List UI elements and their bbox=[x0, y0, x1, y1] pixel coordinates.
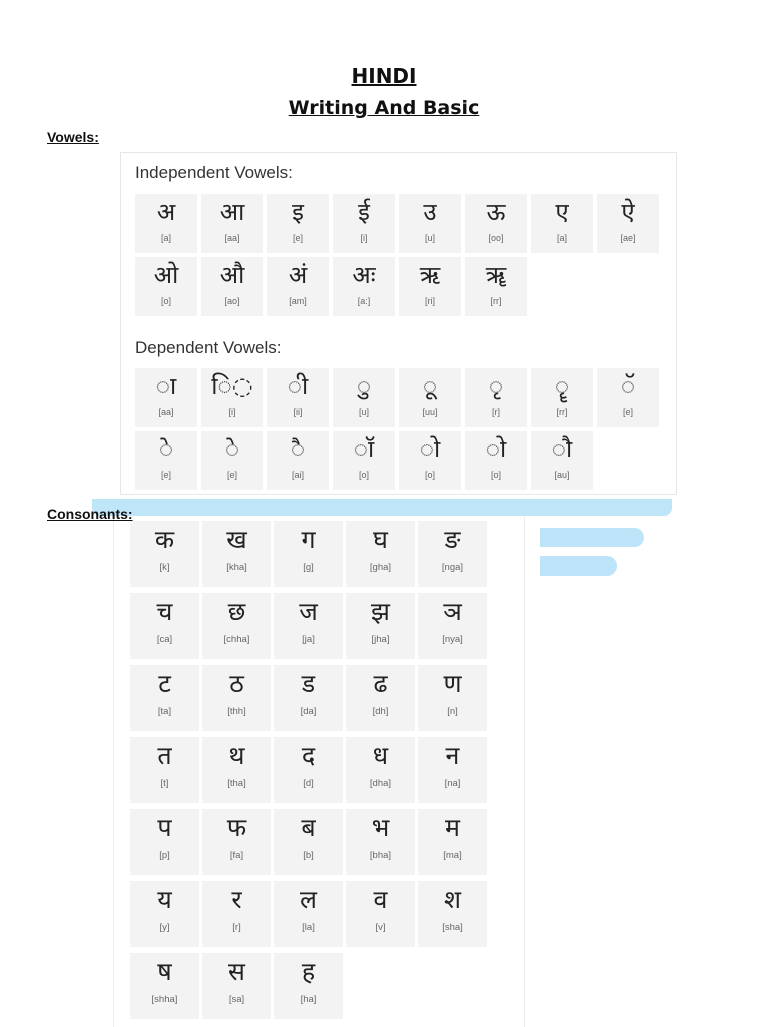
letter-glyph: ◌ॄ bbox=[554, 372, 570, 400]
transliteration: [dh] bbox=[372, 706, 389, 717]
transliteration: [u] bbox=[358, 407, 369, 417]
transliteration: [o] bbox=[358, 470, 369, 480]
letter-glyph: अ bbox=[156, 198, 176, 226]
transliteration: [e] bbox=[160, 470, 171, 480]
letter-glyph: ष bbox=[157, 957, 172, 986]
consonant-cell bbox=[274, 737, 343, 803]
letter-glyph: त bbox=[157, 741, 172, 770]
consonant-cell bbox=[202, 593, 271, 659]
consonants-section-label: Consonants: bbox=[47, 506, 133, 522]
transliteration: [na] bbox=[444, 778, 461, 789]
consonant-cell bbox=[418, 665, 487, 731]
letter-glyph: ◌े bbox=[224, 435, 240, 463]
letter-glyph: व bbox=[373, 885, 388, 914]
letter-glyph: ◌ा bbox=[155, 372, 177, 400]
transliteration: [la] bbox=[302, 922, 315, 933]
transliteration: [thh] bbox=[227, 706, 246, 717]
transliteration: [chha] bbox=[223, 634, 250, 645]
independent-vowel-cell bbox=[135, 194, 197, 253]
consonant-cell bbox=[418, 737, 487, 803]
dependent-vowel-cell bbox=[135, 368, 197, 427]
transliteration: [o] bbox=[160, 296, 171, 306]
letter-glyph: ऋ bbox=[419, 261, 441, 289]
dependent-vowel-cell bbox=[465, 368, 527, 427]
consonant-cell bbox=[202, 953, 271, 1019]
letter-glyph: घ bbox=[373, 525, 388, 554]
transliteration: [y] bbox=[159, 922, 170, 933]
letter-glyph: य bbox=[157, 885, 172, 914]
consonant-cell bbox=[274, 881, 343, 947]
consonant-cell bbox=[274, 521, 343, 587]
letter-glyph: आ bbox=[219, 198, 245, 226]
consonant-cell bbox=[346, 521, 415, 587]
letter-glyph: च bbox=[156, 597, 173, 626]
transliteration: [bha] bbox=[369, 850, 392, 861]
letter-glyph: उ bbox=[423, 198, 437, 226]
consonant-cell bbox=[130, 665, 199, 731]
dependent-vowels-heading: Dependent Vowels: bbox=[135, 338, 282, 357]
consonant-cell bbox=[130, 593, 199, 659]
transliteration: [da] bbox=[300, 706, 317, 717]
letter-glyph: ध bbox=[372, 741, 389, 770]
consonant-cell bbox=[418, 521, 487, 587]
letter-glyph: र bbox=[231, 885, 242, 914]
page-subtitle: Writing And Basic bbox=[288, 97, 480, 119]
transliteration: [a] bbox=[556, 233, 567, 243]
consonant-cell bbox=[202, 881, 271, 947]
independent-vowels-grid bbox=[135, 194, 659, 316]
watermark-bar bbox=[540, 528, 644, 547]
consonant-cell bbox=[274, 593, 343, 659]
letter-glyph: ढ bbox=[373, 669, 388, 698]
transliteration: [gha] bbox=[369, 562, 392, 573]
dependent-vowel-cell bbox=[465, 431, 527, 490]
dependent-vowel-cell bbox=[333, 368, 395, 427]
dependent-vowel-cell bbox=[531, 431, 593, 490]
letter-glyph: ख bbox=[226, 525, 247, 554]
independent-vowel-cell bbox=[135, 257, 197, 316]
transliteration: [p] bbox=[159, 850, 170, 861]
letter-glyph: ऊ bbox=[486, 198, 506, 226]
letter-glyph: ◌ु bbox=[356, 372, 372, 400]
transliteration: [d] bbox=[303, 778, 314, 789]
letter-glyph: ऐ bbox=[621, 198, 635, 226]
letter-glyph: ब bbox=[301, 813, 316, 842]
transliteration: [jha] bbox=[371, 634, 390, 645]
transliteration: [ca] bbox=[156, 634, 173, 645]
dependent-vowel-cell bbox=[201, 431, 263, 490]
transliteration: [ri] bbox=[425, 296, 435, 306]
transliteration: [ae] bbox=[620, 233, 636, 243]
transliteration: [au] bbox=[554, 470, 570, 480]
consonant-cell bbox=[202, 809, 271, 875]
dependent-vowels-grid bbox=[135, 368, 659, 490]
transliteration: [rr] bbox=[556, 407, 568, 417]
page-title: HINDI bbox=[351, 64, 417, 88]
dependent-vowel-cell bbox=[135, 431, 197, 490]
letter-glyph: ई bbox=[358, 198, 370, 226]
letter-glyph: म bbox=[445, 813, 460, 842]
letter-glyph: ए bbox=[555, 198, 569, 226]
independent-vowel-cell bbox=[333, 257, 395, 316]
independent-vowel-cell bbox=[267, 257, 329, 316]
dependent-vowel-cell bbox=[267, 431, 329, 490]
consonant-cell bbox=[130, 953, 199, 1019]
letter-glyph: छ bbox=[227, 597, 246, 626]
independent-vowels-heading: Independent Vowels: bbox=[135, 163, 293, 182]
transliteration: [ma] bbox=[443, 850, 462, 861]
consonant-cell bbox=[130, 881, 199, 947]
letter-glyph: ◌ू bbox=[422, 372, 438, 400]
dependent-vowel-cell bbox=[597, 368, 659, 427]
letter-glyph: ि◌ bbox=[211, 372, 253, 400]
dependent-vowel-cell bbox=[333, 431, 395, 490]
consonant-cell bbox=[418, 593, 487, 659]
consonants-grid bbox=[130, 521, 487, 1019]
consonant-cell bbox=[130, 809, 199, 875]
vowels-chart-panel bbox=[120, 152, 677, 495]
letter-glyph: ◌ॅ bbox=[620, 372, 636, 400]
transliteration: [sha] bbox=[442, 922, 463, 933]
letter-glyph: औ bbox=[219, 261, 245, 289]
transliteration: [a:] bbox=[357, 296, 371, 306]
letter-glyph: ◌े bbox=[158, 435, 174, 463]
letter-glyph: ◌ौ bbox=[551, 435, 573, 463]
watermark-band bbox=[92, 499, 672, 516]
transliteration: [u] bbox=[424, 233, 435, 243]
transliteration: [nga] bbox=[441, 562, 464, 573]
consonant-cell bbox=[130, 737, 199, 803]
transliteration: [shha] bbox=[151, 994, 178, 1005]
transliteration: [am] bbox=[289, 296, 307, 306]
independent-vowel-cell bbox=[531, 194, 593, 253]
dependent-vowel-cell bbox=[201, 368, 263, 427]
letter-glyph: क bbox=[154, 525, 175, 554]
transliteration: [r] bbox=[232, 922, 241, 933]
consonant-cell bbox=[274, 953, 343, 1019]
letter-glyph: अः bbox=[352, 261, 376, 289]
letter-glyph: ◌ो bbox=[419, 435, 441, 463]
independent-vowel-cell bbox=[201, 194, 263, 253]
letter-glyph: ज bbox=[299, 597, 318, 626]
letter-glyph: अं bbox=[288, 261, 308, 289]
independent-vowel-cell bbox=[597, 194, 659, 253]
transliteration: [i] bbox=[360, 233, 368, 243]
letter-glyph: ◌ी bbox=[287, 372, 309, 400]
transliteration: [sa] bbox=[228, 994, 245, 1005]
transliteration: [v] bbox=[375, 922, 386, 933]
letter-glyph: ण bbox=[443, 669, 462, 698]
transliteration: [o] bbox=[490, 470, 501, 480]
transliteration: [dha] bbox=[369, 778, 392, 789]
transliteration: [n] bbox=[447, 706, 458, 717]
letter-glyph: ◌ॉ bbox=[353, 435, 375, 463]
transliteration: [ai] bbox=[291, 470, 304, 480]
letter-glyph: श bbox=[443, 885, 461, 914]
transliteration: [ii] bbox=[293, 407, 303, 417]
consonant-cell bbox=[202, 665, 271, 731]
letter-glyph: ट bbox=[158, 669, 171, 698]
letter-glyph: न bbox=[445, 741, 460, 770]
consonant-cell bbox=[202, 521, 271, 587]
independent-vowel-cell bbox=[399, 257, 461, 316]
consonant-cell bbox=[418, 881, 487, 947]
transliteration: [aa] bbox=[158, 407, 174, 417]
consonant-cell bbox=[202, 737, 271, 803]
letter-glyph: ङ bbox=[444, 525, 461, 554]
consonant-cell bbox=[346, 593, 415, 659]
letter-glyph: झ bbox=[371, 597, 390, 626]
transliteration: [e] bbox=[226, 470, 237, 480]
transliteration: [nya] bbox=[442, 634, 463, 645]
independent-vowel-cell bbox=[399, 194, 461, 253]
transliteration: [a] bbox=[160, 233, 171, 243]
letter-glyph: ◌ो bbox=[485, 435, 507, 463]
transliteration: [tha] bbox=[227, 778, 246, 789]
letter-glyph: ओ bbox=[153, 261, 179, 289]
dependent-vowel-cell bbox=[399, 431, 461, 490]
letter-glyph: द bbox=[301, 741, 316, 770]
transliteration: [r] bbox=[492, 407, 500, 417]
consonant-cell bbox=[346, 665, 415, 731]
transliteration: [ao] bbox=[224, 296, 240, 306]
letter-glyph: फ bbox=[226, 813, 247, 842]
letter-glyph: ल bbox=[300, 885, 317, 914]
dependent-vowel-cell bbox=[399, 368, 461, 427]
consonant-cell bbox=[346, 881, 415, 947]
transliteration: [b] bbox=[303, 850, 314, 861]
letter-glyph: ड bbox=[301, 669, 316, 698]
independent-vowel-cell bbox=[267, 194, 329, 253]
letter-glyph: इ bbox=[292, 198, 304, 226]
letter-glyph: ठ bbox=[229, 669, 244, 698]
letter-glyph: थ bbox=[228, 741, 245, 770]
transliteration: [g] bbox=[303, 562, 314, 573]
letter-glyph: ◌ृ bbox=[488, 372, 504, 400]
transliteration: [e] bbox=[292, 233, 303, 243]
letter-glyph: प bbox=[157, 813, 172, 842]
transliteration: [ha] bbox=[300, 994, 317, 1005]
transliteration: [t] bbox=[160, 778, 169, 789]
transliteration: [o] bbox=[424, 470, 435, 480]
letter-glyph: ◌ै bbox=[290, 435, 306, 463]
transliteration: [e] bbox=[622, 407, 633, 417]
transliteration: [fa] bbox=[229, 850, 244, 861]
consonants-chart-panel bbox=[113, 517, 525, 1027]
independent-vowel-cell bbox=[465, 257, 527, 316]
transliteration: [kha] bbox=[226, 562, 247, 573]
transliteration: [ta] bbox=[157, 706, 172, 717]
consonant-cell bbox=[130, 521, 199, 587]
transliteration: [ja] bbox=[302, 634, 315, 645]
consonant-cell bbox=[274, 809, 343, 875]
transliteration: [k] bbox=[159, 562, 170, 573]
letter-glyph: भ bbox=[371, 813, 390, 842]
consonant-cell bbox=[274, 665, 343, 731]
letter-glyph: स bbox=[228, 957, 245, 986]
transliteration: [uu] bbox=[422, 407, 438, 417]
letter-glyph: ग bbox=[301, 525, 316, 554]
transliteration: [i] bbox=[228, 407, 236, 417]
vowels-section-label: Vowels: bbox=[47, 129, 99, 145]
dependent-vowel-cell bbox=[267, 368, 329, 427]
letter-glyph: ॠ bbox=[485, 261, 507, 289]
transliteration: [rr] bbox=[490, 296, 502, 306]
consonant-cell bbox=[346, 809, 415, 875]
transliteration: [oo] bbox=[488, 233, 504, 243]
watermark-bar bbox=[540, 556, 617, 576]
independent-vowel-cell bbox=[201, 257, 263, 316]
dependent-vowel-cell bbox=[531, 368, 593, 427]
independent-vowel-cell bbox=[333, 194, 395, 253]
consonant-cell bbox=[346, 737, 415, 803]
letter-glyph: ञ bbox=[443, 597, 462, 626]
transliteration: [aa] bbox=[224, 233, 240, 243]
independent-vowel-cell bbox=[465, 194, 527, 253]
consonant-cell bbox=[418, 809, 487, 875]
letter-glyph: ह bbox=[301, 957, 316, 986]
